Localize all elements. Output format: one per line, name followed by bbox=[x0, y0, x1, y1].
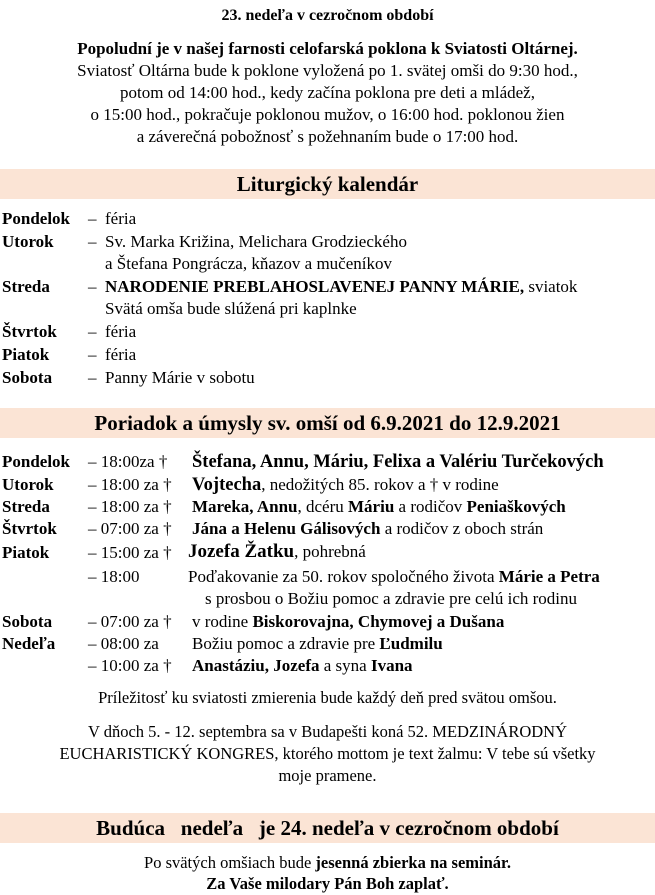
intention-name: Anastáziu, Jozefa bbox=[192, 656, 320, 675]
intention-name: Mareka, Annu bbox=[192, 497, 298, 516]
mass-day: Streda bbox=[2, 497, 50, 516]
mass-time: – 18:00 bbox=[88, 567, 140, 586]
collection-note bbox=[0, 852, 655, 873]
feast-rank: sviatok bbox=[524, 277, 578, 296]
intention-name: Vojtecha bbox=[192, 475, 262, 495]
calendar-dash: – bbox=[88, 345, 97, 364]
intention-text: Poďakovanie za 50. rokov spoločného života bbox=[188, 567, 499, 586]
collection-purpose: jesenná zbierka na seminár. bbox=[315, 853, 511, 872]
intention-text: , nedožitých 85. rokov a † v rodine bbox=[261, 475, 499, 494]
adoration-line-2: potom od 14:00 hod., kedy začína poklona pre deti a mládež, bbox=[120, 83, 535, 102]
mass-time: – 08:00 za bbox=[88, 634, 159, 653]
mass-day: Sobota bbox=[2, 612, 53, 631]
intention-text: , pohrebná bbox=[294, 542, 366, 561]
calendar-text: Sv. Marka Križina, Melichara Grodzieckého bbox=[105, 232, 407, 251]
calendar-day: Piatok bbox=[2, 345, 50, 364]
intention-name: Ivana bbox=[370, 656, 413, 675]
mass-intention-continued: s prosbou o Božiu pomoc a zdravie pre celú ich rodinu bbox=[205, 589, 578, 608]
calendar-dash: – bbox=[88, 368, 97, 387]
congress-note-line-3: moje pramene. bbox=[278, 766, 377, 785]
feast-name: NARODENIE PREBLAHOSLAVENEJ PANNY MÁRIE, bbox=[105, 277, 525, 296]
mass-day: Utorok bbox=[2, 475, 54, 494]
mass-day: Nedeľa bbox=[2, 634, 56, 653]
calendar-day: Streda bbox=[2, 277, 50, 296]
mass-time: – 18:00 za † bbox=[88, 475, 172, 494]
collection-text: Po svätých omšiach bude bbox=[144, 853, 316, 872]
calendar-dash: – bbox=[88, 232, 97, 251]
adoration-line-1: Sviatosť Oltárna bude k poklone vyložená po 1. svätej omši do 9:30 hod., bbox=[77, 61, 578, 80]
calendar-text-continued: a Štefana Pongrácza, kňazov a mučeníkov bbox=[105, 254, 392, 273]
intention-name: Biskorovajna, Chymovej a Dušana bbox=[252, 612, 505, 631]
calendar-dash: – bbox=[88, 277, 97, 296]
thanks-note: Za Vaše milodary Pán Boh zaplať. bbox=[206, 874, 449, 893]
intention-text: a syna bbox=[319, 656, 371, 675]
intention-name: Máriu bbox=[348, 497, 395, 516]
mass-intention bbox=[188, 541, 366, 563]
mass-day: Piatok bbox=[2, 543, 50, 562]
masses-heading: Poriadok a úmysly sv. omší od 6.9.2021 do 12.9.2021 bbox=[0, 408, 655, 438]
mass-time: – 07:00 za † bbox=[88, 519, 172, 538]
mass-intention bbox=[192, 496, 566, 518]
calendar-text-continued: Svätá omša bude slúžená pri kaplnke bbox=[105, 299, 357, 318]
congress-note-line-2: EUCHARISTICKÝ KONGRES, ktorého mottom je text žalmu: V tebe sú všetky bbox=[59, 744, 596, 763]
next-sunday-heading: Budúca nedeľa je 24. nedeľa v cezročnom období bbox=[0, 813, 655, 843]
mass-intention: Štefana, Annu, Máriu, Felixa a Valériu Turčekových bbox=[192, 452, 604, 472]
mass-time: – 15:00 za † bbox=[88, 543, 172, 562]
intention-name: Jozefa Žatku bbox=[188, 541, 295, 562]
adoration-line-4: a záverečná pobožnosť s požehnaním bude o 17:00 hod. bbox=[136, 127, 519, 146]
page-title: 23. nedeľa v cezročnom období bbox=[221, 7, 434, 24]
intention-text: , dcéru bbox=[297, 497, 349, 516]
calendar-text: Panny Márie v sobotu bbox=[105, 368, 255, 387]
intention-text: Božiu pomoc a zdravie pre bbox=[192, 634, 380, 653]
calendar-dash: – bbox=[88, 209, 97, 228]
mass-day: Pondelok bbox=[2, 452, 71, 471]
mass-intention bbox=[192, 518, 543, 540]
calendar-day: Štvrtok bbox=[2, 322, 57, 341]
adoration-announcement: Popoludní je v našej farnosti celofarská poklona k Sviatosti Oltárnej. bbox=[77, 39, 578, 58]
calendar-text: féria bbox=[105, 322, 137, 341]
intention-text: v rodine bbox=[192, 612, 253, 631]
adoration-line-3: o 15:00 hod., pokračuje poklonou mužov, o 16:00 hod. poklonou žien bbox=[90, 105, 565, 124]
intention-name: Ľudmilu bbox=[379, 634, 443, 653]
mass-time: – 07:00 za † bbox=[88, 612, 172, 631]
intention-name: Peniaškových bbox=[466, 497, 566, 516]
mass-time: – 18:00 za † bbox=[88, 497, 172, 516]
calendar-day: Utorok bbox=[2, 232, 54, 251]
calendar-dash: – bbox=[88, 322, 97, 341]
mass-intention bbox=[192, 611, 504, 633]
calendar-day: Pondelok bbox=[2, 209, 71, 228]
calendar-text: féria bbox=[105, 345, 137, 364]
mass-intention bbox=[188, 566, 600, 588]
mass-intention bbox=[192, 633, 443, 655]
intention-name: Márie a Petra bbox=[498, 567, 600, 586]
calendar-day: Sobota bbox=[2, 368, 53, 387]
calendar-text: féria bbox=[105, 209, 137, 228]
mass-intention bbox=[192, 474, 499, 496]
mass-time: – 18:00za † bbox=[88, 452, 168, 471]
mass-time: – 10:00 za † bbox=[88, 656, 172, 675]
mass-day: Štvrtok bbox=[2, 519, 57, 538]
intention-text: a rodičov bbox=[394, 497, 467, 516]
confession-note: Príležitosť ku sviatosti zmierenia bude každý deň pred svätou omšou. bbox=[98, 688, 557, 707]
intention-text: a rodičov z oboch strán bbox=[380, 519, 544, 538]
calendar-text bbox=[105, 276, 577, 298]
intention-name: Jána a Helenu Gálisových bbox=[192, 519, 381, 538]
calendar-heading: Liturgický kalendár bbox=[0, 169, 655, 199]
congress-note-line-1: V dňoch 5. - 12. septembra sa v Budapešti koná 52. MEDZINÁRODNÝ bbox=[87, 722, 568, 741]
mass-intention bbox=[192, 655, 413, 677]
